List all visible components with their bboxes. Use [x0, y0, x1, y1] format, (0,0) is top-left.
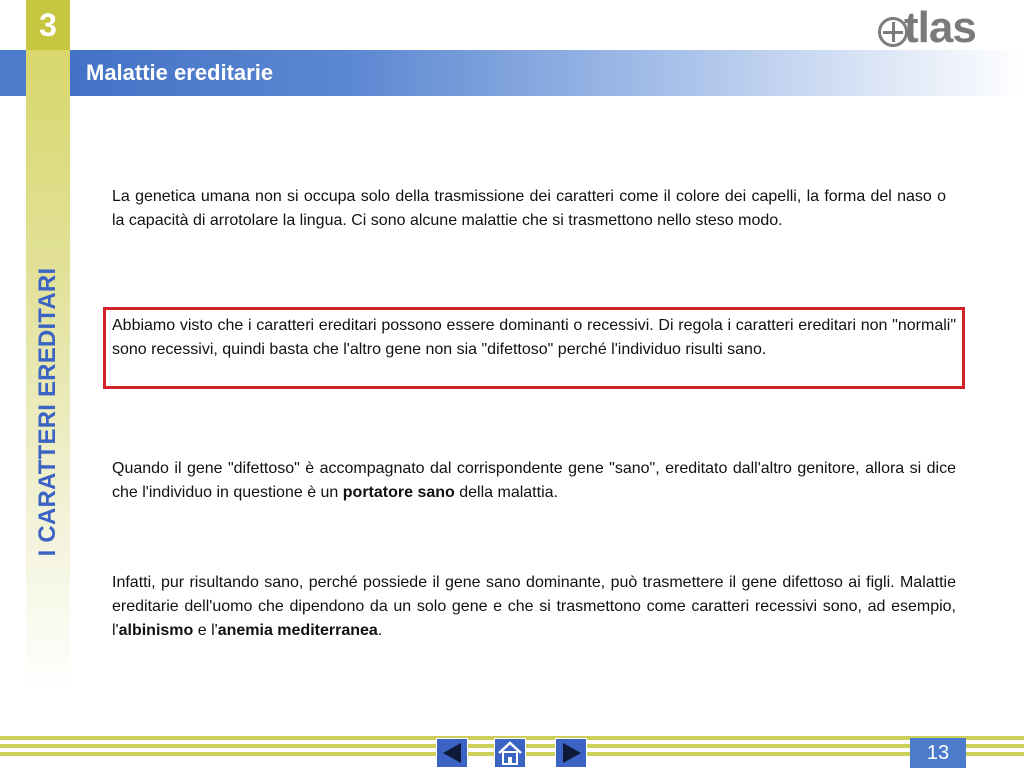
examples-text-1: Infatti, pur risultando sano, perché possiede il gene sano dominante, può trasmettere il gene difettoso ai figli. Malattie ereditarie dell'uomo che dipendono da un solo gene e che si trasmettono come caratteri recessivi sono, ad esempio, l'	[112, 574, 956, 639]
slide-title: Malattie ereditarie	[86, 60, 274, 85]
anemia-term: anemia mediterranea	[217, 622, 378, 639]
header-band-left	[0, 50, 26, 96]
albinism-term: albinismo	[118, 622, 194, 639]
intro-paragraph: La genetica umana non si occupa solo della trasmissione dei caratteri come il colore dei capelli, la forma del naso o la capacità di arrotolare la lingua. Ci sono alcune malattie che si trasmettono nello steso modo.	[112, 188, 946, 229]
examples-paragraph	[112, 571, 956, 643]
carrier-paragraph	[112, 457, 956, 505]
examples-text-2: e l'	[193, 622, 218, 639]
logo-text: tlas	[904, 3, 976, 52]
next-slide-button[interactable]	[555, 738, 587, 768]
globe-icon	[878, 17, 908, 47]
arrow-right-icon	[563, 743, 581, 763]
carrier-text-2: della malattia.	[454, 484, 558, 501]
chapter-number: 3	[26, 0, 70, 50]
page-number: 13	[910, 738, 966, 768]
carrier-text-1: Quando il gene "difettoso" è accompagnato dal corrispondente gene "sano", ereditato dall'altro genitore, allora si dice che l'individuo in questione è un	[112, 460, 956, 501]
carrier-term: portatore sano	[342, 484, 455, 501]
home-icon	[495, 739, 525, 767]
arrow-left-icon	[443, 743, 461, 763]
section-title-vertical: I CARATTERI EREDITARI	[34, 267, 61, 557]
examples-text-3: .	[377, 622, 383, 639]
highlight-paragraph: Abbiamo visto che i caratteri ereditari possono essere dominanti o recessivi. Di regola i caratteri ereditari non "normali" sono recessivi, quindi basta che l'altro gene non sia "difettoso" perché l'individuo risulti sano.	[112, 317, 956, 358]
atlas-logo	[878, 3, 976, 52]
previous-slide-button[interactable]	[436, 738, 468, 768]
home-button[interactable]	[494, 738, 526, 768]
